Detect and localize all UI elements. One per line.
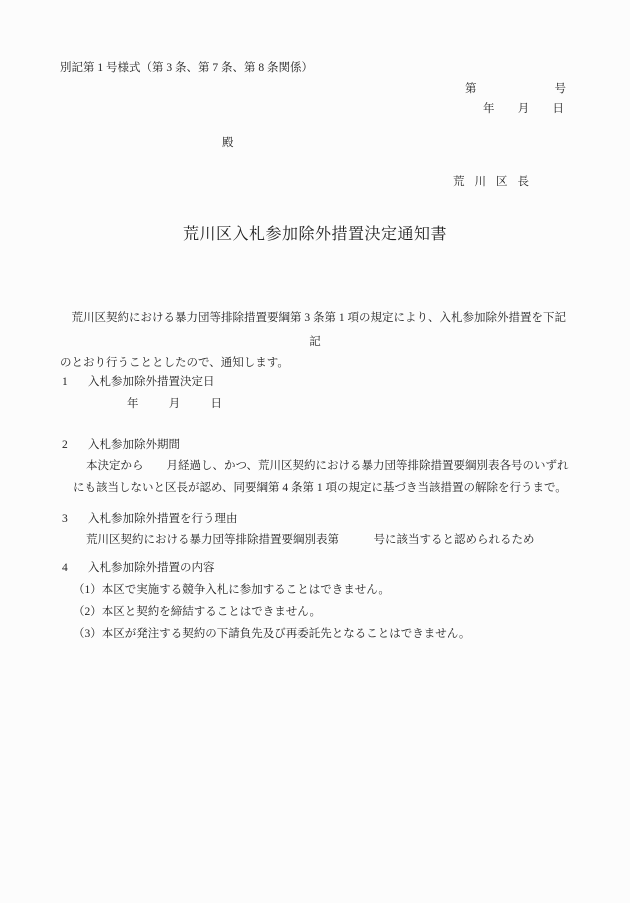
section-number: 3 bbox=[62, 513, 68, 525]
intro-line: 荒川区契約における暴力団等排除措置要綱第 3 条第 1 項の規定により、入札参加除外措置を下記 bbox=[60, 312, 566, 324]
section-4-item: （3）本区が発注する契約の下請負先及び再委託先となることはできません。 bbox=[73, 628, 471, 640]
sender-name: 荒川区長 bbox=[453, 176, 539, 188]
section-heading: 入札参加除外期間 bbox=[88, 439, 180, 451]
section-number: 4 bbox=[62, 562, 68, 574]
issue-date-line bbox=[483, 104, 564, 116]
addressee-honorific: 殿 bbox=[222, 137, 234, 149]
section-number: 1 bbox=[62, 376, 68, 388]
document-title: 荒川区入札参加除外措置決定通知書 bbox=[182, 226, 447, 243]
section-4-heading-row bbox=[0, 563, 630, 577]
issue-date-month-label: 月 bbox=[517, 103, 530, 115]
document-number-line bbox=[465, 84, 566, 96]
section-4-item: （1）本区で実施する競争入札に参加することはできません。 bbox=[73, 584, 390, 596]
section-2-heading-row bbox=[0, 440, 630, 454]
decision-date-year-label: 年 bbox=[127, 398, 139, 410]
form-number-note: 別記第 1 号様式（第 3 条、第 7 条、第 8 条関係） bbox=[60, 62, 313, 74]
section-4-item: （2）本区と契約を締結することはできません。 bbox=[73, 606, 321, 618]
section-number: 2 bbox=[62, 439, 68, 451]
decision-date-line bbox=[127, 399, 222, 411]
record-marker: 記 bbox=[309, 336, 321, 348]
section-heading: 入札参加除外措置を行う理由 bbox=[88, 513, 238, 525]
decision-date-month-label: 月 bbox=[168, 398, 181, 410]
section-3-heading-row bbox=[0, 514, 630, 528]
issue-date-year-label: 年 bbox=[483, 103, 495, 115]
decision-date-day-label: 日 bbox=[210, 398, 222, 410]
section-heading: 入札参加除外措置の内容 bbox=[88, 562, 215, 574]
section-3-body-line: 荒川区契約における暴力団等排除措置要綱別表第 号に該当すると認められるため bbox=[86, 534, 535, 546]
section-heading: 入札参加除外措置決定日 bbox=[88, 376, 215, 388]
document-number-suffix: 号 bbox=[554, 83, 566, 95]
section-2-body-line: 本決定から 月経過し、かつ、荒川区契約における暴力団等排除措置要綱別表各号のいずれ bbox=[86, 460, 569, 472]
document-number-prefix: 第 bbox=[465, 83, 477, 95]
section-2-body-line: にも該当しないと区長が認め、同要綱第 4 条第 1 項の規定に基づき当該措置の解除を行うまで。 bbox=[73, 482, 567, 494]
section-1-heading-row bbox=[0, 377, 630, 391]
intro-line: のとおり行うこととしたので、通知します。 bbox=[60, 356, 289, 369]
issue-date-day-label: 日 bbox=[552, 103, 564, 115]
